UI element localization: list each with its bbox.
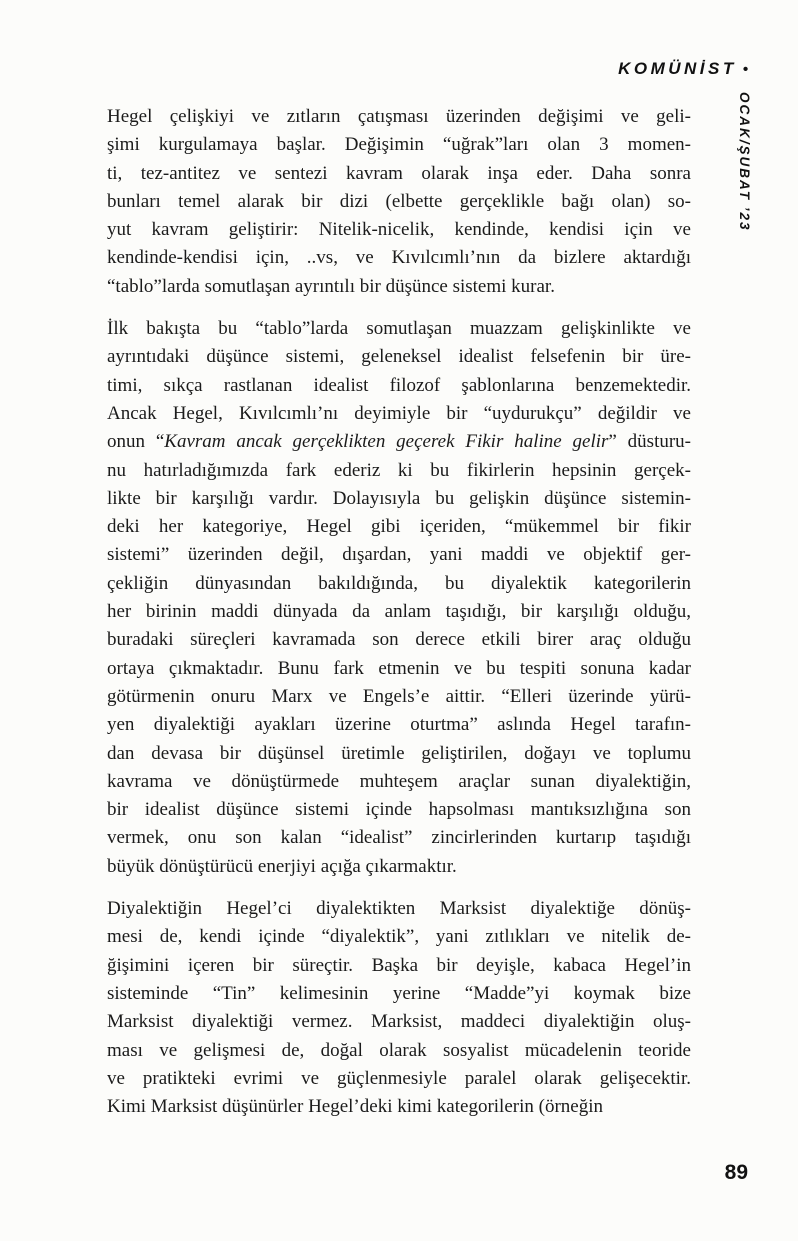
text-segment: deki her kategoriye, Hegel gibi içeriden, “mükemmel bir fikir	[107, 516, 691, 538]
text-line	[107, 655, 691, 683]
text-segment: likte bir karşılığı vardır. Dolayısıyla bu gelişkin düşünce sistemin-	[107, 487, 691, 509]
text-line	[107, 485, 691, 513]
text-segment: bir idealist düşünce sistemi içinde hapsolması mantıksızlığına son	[107, 799, 691, 821]
article-body	[107, 103, 691, 1135]
text-line	[107, 400, 691, 428]
text-line	[107, 711, 691, 739]
text-segment: Ancak Hegel, Kıvılcımlı’nı deyimiyle bir “uydurukçu” değildir ve	[107, 402, 691, 424]
text-line	[107, 598, 691, 626]
text-segment: büyük dönüştürücü enerjiyi açığa çıkarmaktır.	[107, 855, 457, 877]
text-line	[107, 626, 691, 654]
journal-header	[618, 59, 748, 79]
text-segment: dan devasa bir düşünsel üretimle geliştirilen, doğayı ve toplumu	[107, 742, 691, 764]
text-line	[107, 343, 691, 371]
text-line	[107, 216, 691, 244]
text-segment: ” düsturu-	[608, 431, 691, 453]
text-segment: ması ve gelişmesi de, doğal olarak sosyalist mücadelenin teoride	[107, 1039, 691, 1061]
text-line	[107, 923, 691, 951]
text-segment: sisteminde “Tin” kelimesinin yerine “Madde”yi koymak bize	[107, 982, 691, 1004]
text-line	[107, 683, 691, 711]
text-line	[107, 457, 691, 485]
journal-title: KOMÜNİST	[618, 59, 737, 78]
text-segment: onun “	[107, 431, 165, 453]
text-line	[107, 372, 691, 400]
text-segment: ğişimini içeren bir süreçtir. Başka bir deyişle, kabaca Hegel’in	[107, 954, 691, 976]
paragraph	[107, 315, 691, 881]
text-segment: ortaya çıkmaktadır. Bunu fark etmenin ve bu tespiti sonuna kadar	[107, 657, 691, 679]
italic-text-segment: Kavram ancak gerçeklikten geçerek Fikir haline gelir	[164, 431, 609, 453]
page-number: 89	[724, 1161, 748, 1184]
text-line	[107, 103, 691, 131]
text-line	[107, 513, 691, 541]
text-line	[107, 952, 691, 980]
text-segment: nu hatırladığımızda fark ederiz ki bu fikirlerin hepsinin gerçek-	[107, 459, 691, 481]
text-segment: Marksist diyalektiği vermez. Marksist, maddeci diyalektiğin oluş-	[107, 1011, 691, 1033]
text-segment: bunları temel alarak bir dizi (elbette gerçeklikle bağı olan) so-	[107, 190, 691, 212]
text-segment: Diyalektiğin Hegel’ci diyalektikten Marksist diyalektiğe dönüş-	[107, 898, 691, 920]
text-line	[107, 1008, 691, 1036]
text-line	[107, 740, 691, 768]
text-line	[107, 796, 691, 824]
text-segment: ti, tez-antitez ve sentezi kavram olarak inşa eder. Daha sonra	[107, 162, 691, 184]
text-line	[107, 428, 691, 456]
text-line	[107, 1065, 691, 1093]
text-segment: yut kavram geliştirir: Nitelik-nicelik, kendinde, kendisi için ve	[107, 219, 691, 241]
text-segment: timi, sıkça rastlanan idealist filozof şablonlarına benzemektedir.	[107, 374, 691, 396]
text-segment: Hegel çelişkiyi ve zıtların çatışması üzerinden değişimi ve geli-	[107, 106, 691, 127]
text-segment: ve pratikteki evrimi ve güçlenmesiyle paralel olarak gelişecektir.	[107, 1067, 691, 1089]
header-bullet-icon: •	[742, 61, 748, 78]
issue-date-vertical: OCAK/ŞUBAT ’23	[737, 92, 752, 232]
text-line	[107, 1093, 691, 1121]
text-line	[107, 160, 691, 188]
text-segment: sistemi” üzerinden değil, dışardan, yani maddi ve objektif ger-	[107, 544, 691, 566]
text-segment: şimi kurgulamaya başlar. Değişimin “uğrak”ları olan 3 momen-	[107, 134, 691, 156]
text-line	[107, 273, 691, 301]
text-line	[107, 570, 691, 598]
paragraph	[107, 103, 691, 301]
text-segment: götürmenin onuru Marx ve Engels’e aittir. “Elleri üzerinde yürü-	[107, 685, 691, 707]
text-segment: yen diyalektiği ayakları üzerine oturtma” aslında Hegel tarafın-	[107, 714, 691, 736]
paragraph	[107, 895, 691, 1121]
text-segment: İlk bakışta bu “tablo”larda somutlaşan muazzam gelişkinlikte ve	[107, 318, 691, 340]
text-line	[107, 188, 691, 216]
text-segment: vermek, onu son kalan “idealist” zincirlerinden kurtarıp taşıdığı	[107, 827, 691, 849]
text-segment: Kimi Marksist düşünürler Hegel’deki kimi kategorilerin (örneğin	[107, 1096, 603, 1118]
text-segment: çekliğin dünyasından bakıldığında, bu diyalektik kategorilerin	[107, 572, 691, 594]
text-segment: buradaki süreçleri kavramada son derece etkili birer araç olduğu	[107, 629, 691, 651]
text-line	[107, 244, 691, 272]
text-line	[107, 768, 691, 796]
text-line	[107, 315, 691, 343]
text-line	[107, 1037, 691, 1065]
text-segment: kendinde-kendisi için, ..vs, ve Kıvılcımlı’nın da bizlere aktardığı	[107, 247, 691, 269]
text-segment: “tablo”larda somutlaşan ayrıntılı bir düşünce sistemi kurar.	[107, 275, 555, 297]
text-line	[107, 853, 691, 881]
text-segment: mesi de, kendi içinde “diyalektik”, yani zıtlıkları ve nitelik de-	[107, 926, 691, 948]
text-segment: ayrıntıdaki düşünce sistemi, geleneksel idealist felsefenin bir üre-	[107, 346, 691, 368]
text-line	[107, 980, 691, 1008]
text-segment: her birinin maddi dünyada da anlam taşıdığı, bir karşılığı olduğu,	[107, 601, 691, 623]
text-line	[107, 131, 691, 159]
text-line	[107, 541, 691, 569]
text-segment: kavrama ve dönüştürmede muhteşem araçlar sunan diyalektiğin,	[107, 770, 691, 792]
text-line	[107, 895, 691, 923]
text-line	[107, 824, 691, 852]
